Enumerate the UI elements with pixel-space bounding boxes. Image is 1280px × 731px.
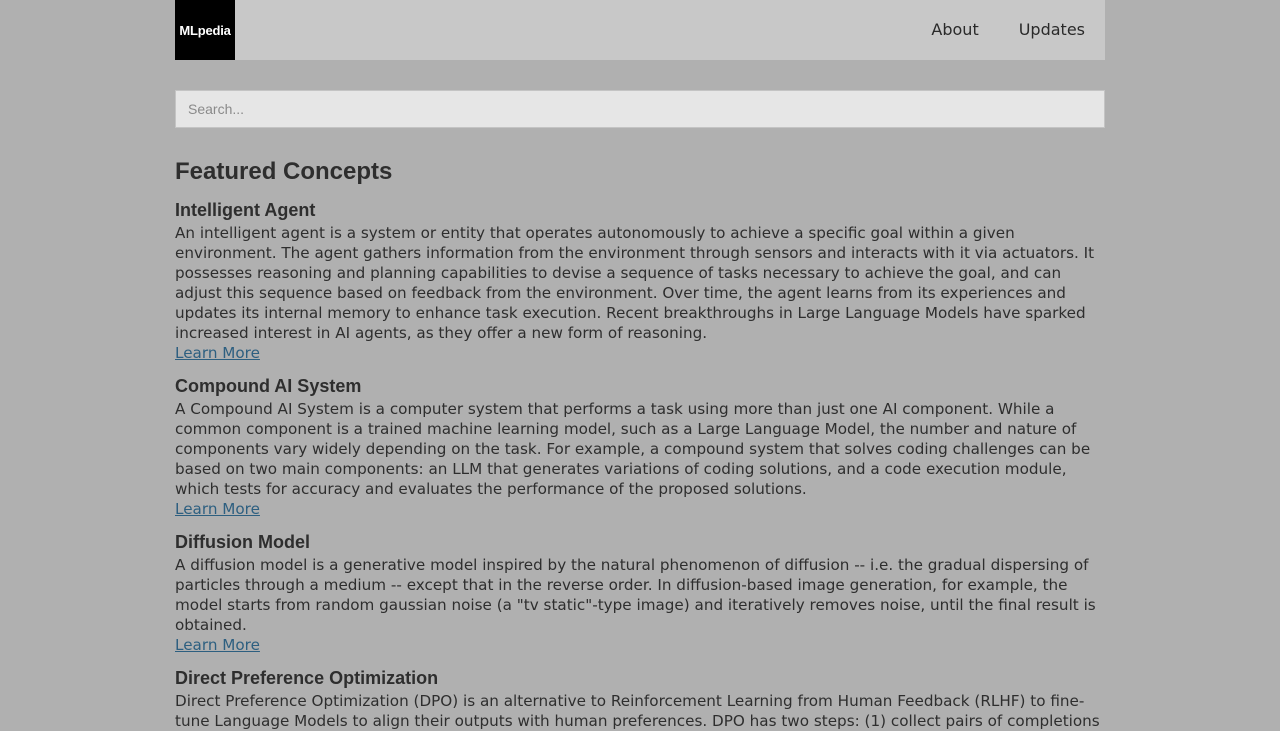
concept-diffusion-model bbox=[175, 531, 1105, 655]
concept-title: Direct Preference Optimization bbox=[175, 668, 439, 688]
page-container bbox=[175, 0, 1105, 731]
featured-concepts-heading: Featured Concepts bbox=[175, 158, 393, 185]
concept-intelligent-agent bbox=[175, 199, 1105, 363]
site-logo[interactable]: MLpedia bbox=[175, 0, 235, 60]
learn-more-link[interactable]: Learn More bbox=[175, 344, 260, 362]
top-navbar bbox=[175, 0, 1105, 60]
concept-description: Direct Preference Optimization (DPO) is an alternative to Reinforcement Learning from Human Feedback (RLHF) to fine-tune Language Models to align their outputs with human preferences. DPO has two steps: (1) collect pairs of completions bbox=[175, 692, 1100, 730]
concept-direct-preference-optimization bbox=[175, 667, 1105, 731]
nav-link-updates[interactable]: Updates bbox=[1018, 20, 1085, 39]
concept-description: A Compound AI System is a computer system that performs a task using more than just one AI component. While a common component is a trained machine learning model, such as a Large Language Model, the number and nature of components vary widely depending on the task. For example, a compound system that solves coding challenges can be based on two main components: an LLM that generates variations of coding solutions, and a code execution module, which tests for accuracy and evaluates the performance of the proposed solutions. bbox=[175, 400, 1091, 498]
concept-title: Diffusion Model bbox=[175, 532, 310, 552]
nav-link-about[interactable]: About bbox=[931, 20, 979, 39]
main-nav bbox=[911, 0, 1105, 60]
learn-more-link[interactable]: Learn More bbox=[175, 636, 260, 654]
concept-title: Intelligent Agent bbox=[175, 200, 316, 220]
concept-description: A diffusion model is a generative model inspired by the natural phenomenon of diffusion -- i.e. the gradual dispersing of particles through a medium -- except that in the reverse order. In diffusion-based image generation, for example, the model starts from random gaussian noise (a "tv static"-type image) and iteratively removes noise, until the final result is obtained. bbox=[175, 556, 1096, 634]
concept-title: Compound AI System bbox=[175, 376, 362, 396]
learn-more-link[interactable]: Learn More bbox=[175, 500, 260, 518]
search-input[interactable] bbox=[175, 90, 1105, 128]
concept-description: An intelligent agent is a system or entity that operates autonomously to achieve a specific goal within a given environment. The agent gathers information from the environment through sensors and interacts with it via actuators. It possesses reasoning and planning capabilities to devise a sequence of tasks necessary to achieve the goal, and can adjust this sequence based on feedback from the environment. Over time, the agent learns from its experiences and updates its internal memory to enhance task execution. Recent breakthroughs in Large Language Models have sparked increased interest in AI agents, as they offer a new form of reasoning. bbox=[175, 224, 1095, 342]
concept-compound-ai-system bbox=[175, 375, 1105, 519]
